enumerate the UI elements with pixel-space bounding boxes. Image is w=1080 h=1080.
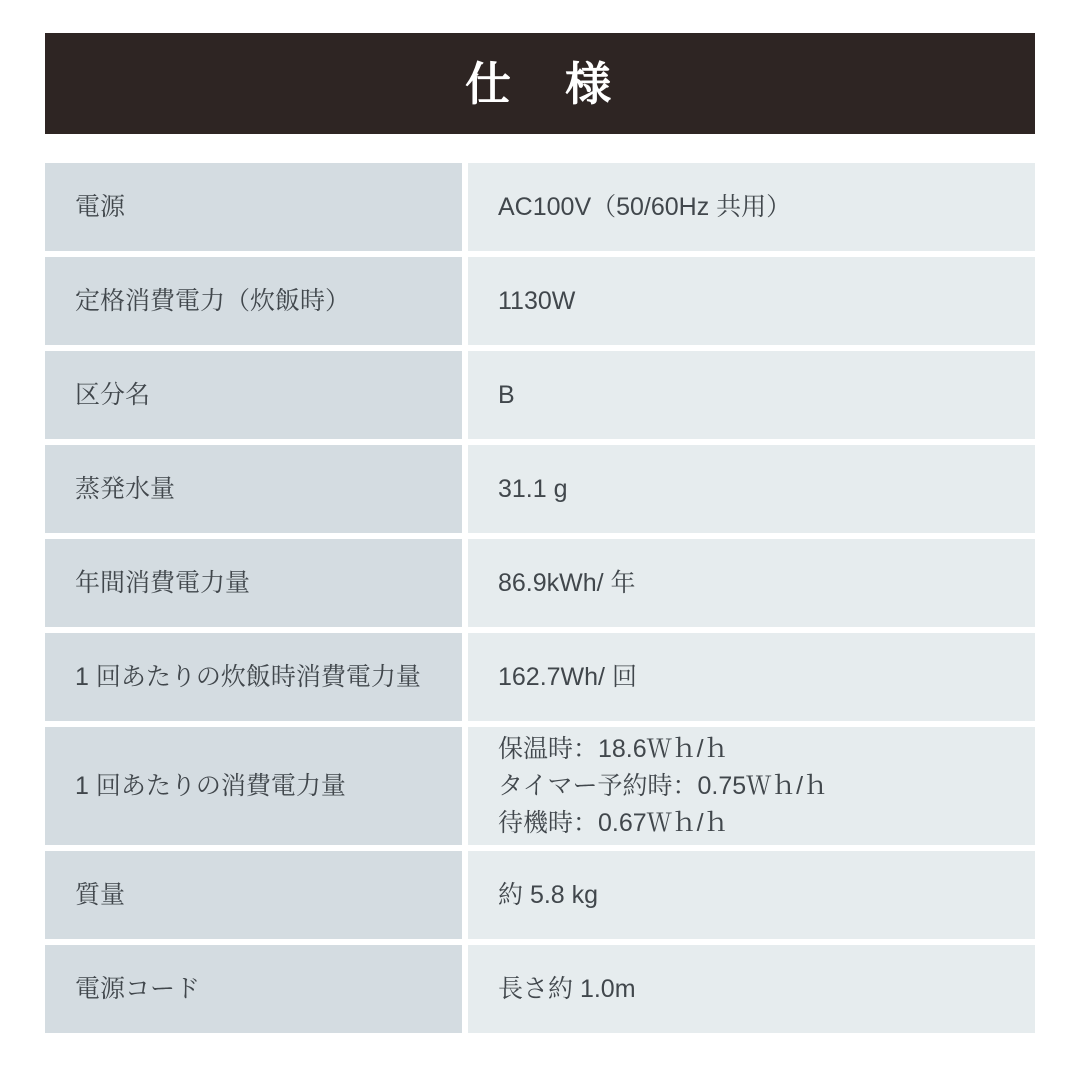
spec-value-cell xyxy=(468,633,1035,721)
spec-value-cell xyxy=(468,851,1035,939)
spec-label: 1 回あたりの消費電力量 xyxy=(75,771,346,800)
spec-value-cell xyxy=(468,727,1035,845)
spec-label-cell xyxy=(45,945,462,1033)
spec-label-cell xyxy=(45,445,462,533)
spec-value-line: B xyxy=(498,380,515,409)
spec-row xyxy=(45,163,1035,251)
spec-label: 1 回あたりの炊飯時消費電力量 xyxy=(75,662,421,691)
spec-label-cell xyxy=(45,539,462,627)
spec-label-cell xyxy=(45,351,462,439)
spec-label-cell xyxy=(45,163,462,251)
page-title: 仕 様 xyxy=(465,57,615,110)
spec-value-cell xyxy=(468,945,1035,1033)
spec-label: 蒸発水量 xyxy=(75,474,176,503)
spec-value-line: 約 5.8 kg xyxy=(498,880,599,909)
spec-value-cell xyxy=(468,351,1035,439)
spec-value-line: 1130W xyxy=(498,286,576,315)
spec-value-line: タイマー予約時：0.75Ｗｈ/ｈ xyxy=(498,771,829,800)
spec-value-cell xyxy=(468,539,1035,627)
spec-value-line: AC100V（50/60Hz 共用） xyxy=(498,192,792,221)
spec-value-cell xyxy=(468,163,1035,251)
spec-value-line: 162.7Wh/ 回 xyxy=(498,662,637,691)
spec-label: 年間消費電力量 xyxy=(75,568,251,597)
spec-label-cell xyxy=(45,851,462,939)
spec-label-cell xyxy=(45,633,462,721)
spec-value-line: 待機時：0.67Ｗｈ/ｈ xyxy=(498,808,729,837)
spec-label: 質量 xyxy=(75,880,126,909)
spec-value-cell xyxy=(468,257,1035,345)
spec-row xyxy=(45,633,1035,721)
spec-value-cell xyxy=(468,445,1035,533)
section-header xyxy=(45,33,1035,134)
spec-table xyxy=(45,163,1035,1033)
spec-label-cell xyxy=(45,257,462,345)
spec-label: 区分名 xyxy=(75,380,151,409)
spec-value-line: 長さ約 1.0m xyxy=(498,974,636,1003)
spec-label: 定格消費電力（炊飯時） xyxy=(75,286,351,315)
spec-row xyxy=(45,257,1035,345)
spec-value-line: 86.9kWh/ 年 xyxy=(498,568,636,597)
spec-label-cell xyxy=(45,727,462,845)
spec-label: 電源コード xyxy=(75,974,201,1003)
spec-value-line: 31.1 g xyxy=(498,474,568,503)
spec-row xyxy=(45,445,1035,533)
spec-value-line: 保温時：18.6Ｗｈ/ｈ xyxy=(498,734,729,763)
spec-row xyxy=(45,945,1035,1033)
spec-row xyxy=(45,539,1035,627)
spec-row xyxy=(45,851,1035,939)
spec-row xyxy=(45,727,1035,845)
spec-row xyxy=(45,351,1035,439)
spec-label: 電源 xyxy=(75,192,126,221)
